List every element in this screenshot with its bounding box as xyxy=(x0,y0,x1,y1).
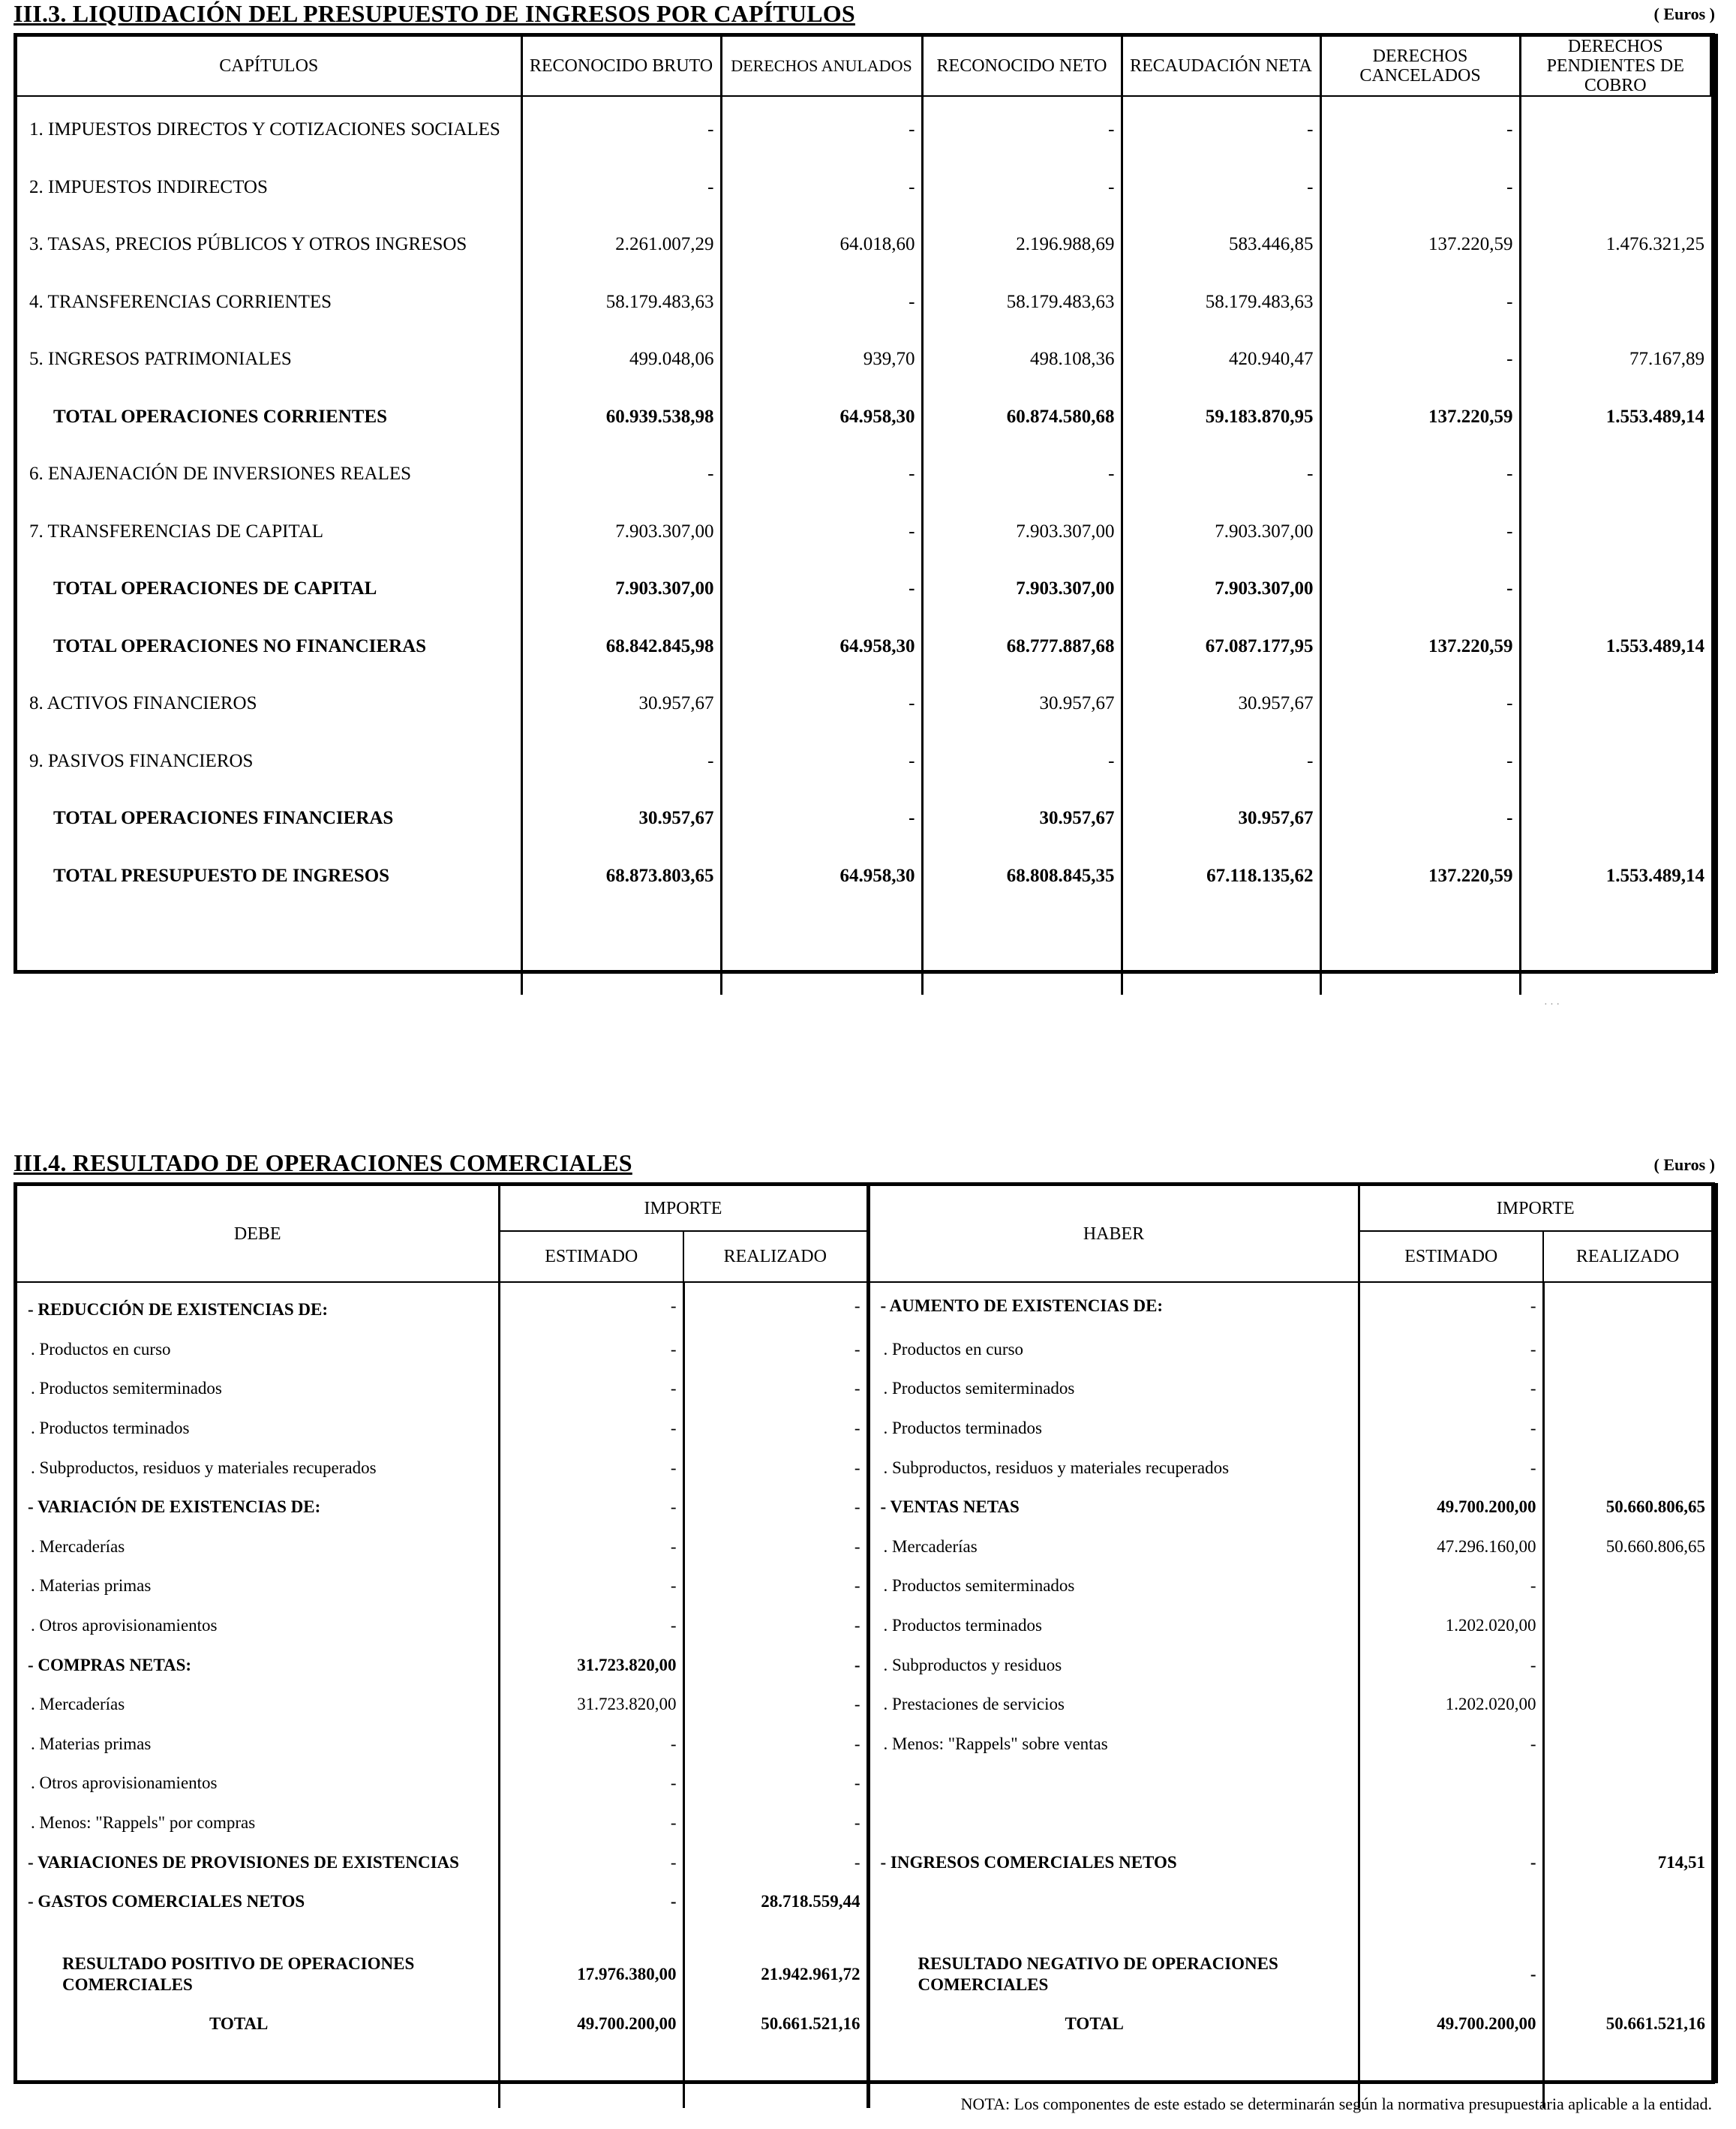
haber-realizado xyxy=(1543,1685,1711,1725)
importe-header: IMPORTE xyxy=(1359,1186,1711,1231)
row-label: 2. IMPUESTOS INDIRECTOS xyxy=(29,176,268,197)
cell-value: 58.179.483,63 xyxy=(521,274,721,332)
haber-label: . Productos terminados xyxy=(868,1409,1359,1449)
debe-label: . Menos: "Rappels" por compras xyxy=(31,1813,256,1833)
table-row xyxy=(17,1882,1711,1922)
cell-value: - xyxy=(1122,96,1320,159)
section2-unit: ( Euros ) xyxy=(1653,1155,1715,1174)
debe-label: . Materias primas xyxy=(31,1734,152,1753)
total-row xyxy=(17,2004,1711,2044)
estimado-header: ESTIMADO xyxy=(499,1231,683,1282)
cell-value: - xyxy=(1320,503,1520,561)
debe-realizado: 50.661.521,16 xyxy=(683,2004,868,2044)
haber-label: . Productos terminados xyxy=(868,1606,1359,1646)
debe-label: - REDUCCIÓN DE EXISTENCIAS DE: xyxy=(28,1300,329,1320)
table-row xyxy=(17,1527,1711,1567)
cell-value: 30.957,67 xyxy=(922,790,1122,848)
cell-value: 64.958,30 xyxy=(721,618,922,676)
row-label: 6. ENAJENACIÓN DE INVERSIONES REALES xyxy=(29,464,412,485)
haber-label: . Menos: "Rappels" sobre ventas xyxy=(868,1725,1359,1764)
cell-value: - xyxy=(1320,446,1520,503)
haber-realizado xyxy=(1543,1944,1711,2004)
cell-value: - xyxy=(521,446,721,503)
table-row xyxy=(17,331,1710,389)
row-label: 8. ACTIVOS FINANCIEROS xyxy=(29,693,257,714)
table-row xyxy=(17,216,1710,274)
cell-value: 7.903.307,00 xyxy=(1122,503,1320,561)
haber-realizado xyxy=(1543,1282,1711,1330)
table-row xyxy=(17,618,1710,676)
haber-label: . Subproductos, residuos y materiales recuperados xyxy=(868,1448,1359,1488)
realizado-header: REALIZADO xyxy=(1543,1231,1711,1282)
table-row xyxy=(17,560,1710,618)
debe-label: . Productos terminados xyxy=(31,1419,190,1438)
col-header: DERECHOS CANCELADOS xyxy=(1320,37,1520,96)
debe-realizado: - xyxy=(683,1764,868,1803)
table-header xyxy=(17,1186,1711,1231)
cell-value: 67.118.135,62 xyxy=(1122,848,1320,905)
cell-value: 64.958,30 xyxy=(721,389,922,446)
haber-estimado xyxy=(1359,1882,1543,1922)
haber-realizado xyxy=(1543,1330,1711,1370)
cell-value: 68.873.803,65 xyxy=(521,848,721,905)
realizado-header: REALIZADO xyxy=(683,1231,868,1282)
debe-realizado: - xyxy=(683,1842,868,1882)
table-row-empty xyxy=(17,905,1710,995)
table-row xyxy=(17,1330,1711,1370)
haber-estimado: 1.202.020,00 xyxy=(1359,1606,1543,1646)
debe-realizado: - xyxy=(683,1606,868,1646)
row-label: TOTAL OPERACIONES CORRIENTES xyxy=(53,406,388,427)
debe-realizado: - xyxy=(683,1488,868,1527)
table-row xyxy=(17,790,1710,848)
cell-value: - xyxy=(1320,96,1520,159)
cell-value: - xyxy=(721,675,922,733)
col-header: RECONOCIDO NETO xyxy=(922,37,1122,96)
debe-estimado: - xyxy=(499,1330,683,1370)
haber-estimado xyxy=(1359,1803,1543,1843)
importe-header: IMPORTE xyxy=(499,1186,868,1231)
row-label: 9. PASIVOS FINANCIEROS xyxy=(29,750,254,771)
cell-value: 498.108,36 xyxy=(922,331,1122,389)
debe-label: . Mercaderías xyxy=(31,1695,125,1714)
table-row xyxy=(17,1803,1711,1843)
cell-value: 939,70 xyxy=(721,331,922,389)
table-row xyxy=(17,675,1710,733)
cell-value xyxy=(1520,503,1710,561)
cell-value xyxy=(1520,733,1710,791)
haber-estimado: 49.700.200,00 xyxy=(1359,1488,1543,1527)
debe-estimado: 49.700.200,00 xyxy=(499,2004,683,2044)
cell-value: 60.939.538,98 xyxy=(521,389,721,446)
cell-value: - xyxy=(922,446,1122,503)
row-label: 4. TRANSFERENCIAS CORRIENTES xyxy=(29,291,332,312)
table-row xyxy=(17,1725,1711,1764)
table-row xyxy=(17,1645,1711,1685)
haber-realizado xyxy=(1543,1725,1711,1764)
col-header: RECAUDACIÓN NETA xyxy=(1122,37,1320,96)
debe-realizado: - xyxy=(683,1645,868,1685)
cell-value: 77.167,89 xyxy=(1520,331,1710,389)
haber-label: - INGRESOS COMERCIALES NETOS xyxy=(868,1842,1359,1882)
haber-realizado xyxy=(1543,1409,1711,1449)
haber-estimado: - xyxy=(1359,1842,1543,1882)
cell-value xyxy=(1520,560,1710,618)
cell-value: - xyxy=(1320,331,1520,389)
cell-value: - xyxy=(721,159,922,217)
debe-realizado: - xyxy=(683,1448,868,1488)
haber-label xyxy=(868,1882,1359,1922)
haber-realizado xyxy=(1543,1764,1711,1803)
cell-value: - xyxy=(721,560,922,618)
cell-value: 1.553.489,14 xyxy=(1520,618,1710,676)
table-row xyxy=(17,96,1710,159)
debe-label: . Productos semiterminados xyxy=(31,1379,222,1398)
table-row xyxy=(17,389,1710,446)
haber-label xyxy=(868,1764,1359,1803)
debe-realizado: - xyxy=(683,1409,868,1449)
haber-realizado: 714,51 xyxy=(1543,1842,1711,1882)
haber-label: . Productos en curso xyxy=(868,1330,1359,1370)
cell-value: 137.220,59 xyxy=(1320,389,1520,446)
debe-label: . Mercaderías xyxy=(31,1536,125,1556)
debe-estimado: - xyxy=(499,1282,683,1330)
row-label: TOTAL OPERACIONES DE CAPITAL xyxy=(53,578,377,599)
debe-estimado: 17.976.380,00 xyxy=(499,1944,683,2004)
haber-realizado: 50.660.806,65 xyxy=(1543,1488,1711,1527)
haber-realizado xyxy=(1543,1606,1711,1646)
cell-value: - xyxy=(721,790,922,848)
cell-value: 59.183.870,95 xyxy=(1122,389,1320,446)
haber-estimado: - xyxy=(1359,1566,1543,1606)
cell-value: 30.957,67 xyxy=(1122,675,1320,733)
cell-value: - xyxy=(922,733,1122,791)
cell-value: - xyxy=(922,159,1122,217)
cell-value: 7.903.307,00 xyxy=(922,503,1122,561)
cell-value: 7.903.307,00 xyxy=(521,503,721,561)
cell-value: 1.476.321,25 xyxy=(1520,216,1710,274)
section1-unit: ( Euros ) xyxy=(1653,5,1715,23)
haber-label: . Prestaciones de servicios xyxy=(868,1685,1359,1725)
haber-label: . Subproductos y residuos xyxy=(868,1645,1359,1685)
cell-value: 7.903.307,00 xyxy=(1122,560,1320,618)
table-row xyxy=(17,848,1710,905)
row-label: 7. TRANSFERENCIAS DE CAPITAL xyxy=(29,521,324,542)
debe-label: TOTAL xyxy=(209,2013,269,2033)
debe-estimado: - xyxy=(499,1842,683,1882)
debe-estimado: - xyxy=(499,1882,683,1922)
col-header: DERECHOS PENDIENTES DE COBRO xyxy=(1520,37,1710,96)
debe-label: - COMPRAS NETAS: xyxy=(28,1655,192,1674)
scan-speck: · · · xyxy=(1544,999,1560,1010)
table-row xyxy=(17,1409,1711,1449)
table-row xyxy=(17,733,1710,791)
row-label: TOTAL OPERACIONES NO FINANCIERAS xyxy=(53,635,427,656)
debe-estimado: - xyxy=(499,1448,683,1488)
haber-label: TOTAL xyxy=(868,2004,1359,2044)
debe-estimado: - xyxy=(499,1725,683,1764)
table-row xyxy=(17,1566,1711,1606)
cell-value: 137.220,59 xyxy=(1320,848,1520,905)
debe-realizado: - xyxy=(683,1725,868,1764)
debe-realizado: - xyxy=(683,1282,868,1330)
debe-realizado: - xyxy=(683,1527,868,1567)
debe-estimado: - xyxy=(499,1764,683,1803)
debe-estimado: 31.723.820,00 xyxy=(499,1685,683,1725)
table-row xyxy=(17,1764,1711,1803)
cell-value: 60.874.580,68 xyxy=(922,389,1122,446)
debe-estimado: - xyxy=(499,1606,683,1646)
debe-estimado: - xyxy=(499,1409,683,1449)
result-row xyxy=(17,1944,1711,2004)
haber-estimado: 47.296.160,00 xyxy=(1359,1527,1543,1567)
cell-value: 30.957,67 xyxy=(521,790,721,848)
cell-value: 58.179.483,63 xyxy=(1122,274,1320,332)
haber-estimado: - xyxy=(1359,1944,1543,2004)
haber-estimado: - xyxy=(1359,1645,1543,1685)
cell-value: - xyxy=(521,96,721,159)
table-row xyxy=(17,1282,1711,1330)
debe-estimado: - xyxy=(499,1488,683,1527)
cell-value: 68.808.845,35 xyxy=(922,848,1122,905)
cell-value: - xyxy=(721,503,922,561)
debe-realizado: - xyxy=(683,1685,868,1725)
cell-value: 30.957,67 xyxy=(922,675,1122,733)
debe-estimado: 31.723.820,00 xyxy=(499,1645,683,1685)
haber-estimado: - xyxy=(1359,1409,1543,1449)
debe-estimado: - xyxy=(499,1803,683,1843)
cell-value: 64.018,60 xyxy=(721,216,922,274)
cell-value: 137.220,59 xyxy=(1320,618,1520,676)
haber-realizado xyxy=(1543,1645,1711,1685)
debe-label: - VARIACIÓN DE EXISTENCIAS DE: xyxy=(28,1497,321,1517)
debe-estimado: - xyxy=(499,1527,683,1567)
section1-title: III.3. LIQUIDACIÓN DEL PRESUPUESTO DE INGRESOS POR CAPÍTULOS xyxy=(14,0,855,27)
cell-value: 68.842.845,98 xyxy=(521,618,721,676)
row-label: TOTAL OPERACIONES FINANCIERAS xyxy=(53,808,394,829)
haber-realizado xyxy=(1543,1803,1711,1843)
table-row xyxy=(17,1369,1711,1409)
cell-value: - xyxy=(1320,790,1520,848)
cell-value: - xyxy=(1320,274,1520,332)
cell-value: 420.940,47 xyxy=(1122,331,1320,389)
cell-value: 30.957,67 xyxy=(521,675,721,733)
cell-value: 68.777.887,68 xyxy=(922,618,1122,676)
table-row xyxy=(17,1606,1711,1646)
cell-value: - xyxy=(922,96,1122,159)
table-row-spacer xyxy=(17,1922,1711,1944)
cell-value: - xyxy=(521,159,721,217)
haber-realizado: 50.661.521,16 xyxy=(1543,2004,1711,2044)
cell-value: 2.196.988,69 xyxy=(922,216,1122,274)
table-row xyxy=(17,159,1710,217)
cell-value: 499.048,06 xyxy=(521,331,721,389)
debe-realizado: - xyxy=(683,1566,868,1606)
cell-value: - xyxy=(1320,159,1520,217)
cell-value: - xyxy=(721,96,922,159)
cell-value xyxy=(1520,274,1710,332)
row-label: 5. INGRESOS PATRIMONIALES xyxy=(29,349,292,370)
haber-estimado: 1.202.020,00 xyxy=(1359,1685,1543,1725)
cell-value xyxy=(1520,96,1710,159)
debe-label: . Otros aprovisionamientos xyxy=(31,1773,218,1793)
commercial-results-table xyxy=(14,1182,1715,2084)
debe-realizado: - xyxy=(683,1803,868,1843)
debe-estimado: - xyxy=(499,1369,683,1409)
haber-realizado xyxy=(1543,1566,1711,1606)
table-row xyxy=(17,1685,1711,1725)
haber-estimado xyxy=(1359,1764,1543,1803)
cell-value: - xyxy=(521,733,721,791)
haber-estimado: - xyxy=(1359,1330,1543,1370)
table-row xyxy=(17,1488,1711,1527)
haber-label: RESULTADO NEGATIVO DE OPERACIONES COMERCIALES xyxy=(868,1944,1359,2004)
cell-value: - xyxy=(1122,733,1320,791)
cell-value: 67.087.177,95 xyxy=(1122,618,1320,676)
table-row xyxy=(17,1842,1711,1882)
section2-title: III.4. RESULTADO DE OPERACIONES COMERCIALES xyxy=(14,1149,632,1176)
cell-value: - xyxy=(1122,159,1320,217)
cell-value: - xyxy=(1320,733,1520,791)
cell-value: - xyxy=(721,274,922,332)
cell-value xyxy=(1520,790,1710,848)
cell-value xyxy=(1520,675,1710,733)
haber-label: - AUMENTO DE EXISTENCIAS DE: xyxy=(868,1282,1359,1330)
cell-value: 58.179.483,63 xyxy=(922,274,1122,332)
debe-label: - GASTOS COMERCIALES NETOS xyxy=(28,1892,305,1911)
haber-label: . Productos semiterminados xyxy=(868,1369,1359,1409)
haber-label: . Productos semiterminados xyxy=(868,1566,1359,1606)
cell-value: - xyxy=(1320,560,1520,618)
debe-realizado: - xyxy=(683,1369,868,1409)
cell-value: - xyxy=(721,446,922,503)
haber-estimado: - xyxy=(1359,1369,1543,1409)
table-row xyxy=(17,446,1710,503)
haber-realizado xyxy=(1543,1369,1711,1409)
debe-realizado: - xyxy=(683,1330,868,1370)
haber-estimado: 49.700.200,00 xyxy=(1359,2004,1543,2044)
col-header: DERECHOS ANULADOS xyxy=(721,37,922,96)
haber-estimado: - xyxy=(1359,1448,1543,1488)
debe-realizado: 28.718.559,44 xyxy=(683,1882,868,1922)
cell-value: 30.957,67 xyxy=(1122,790,1320,848)
table-row xyxy=(17,274,1710,332)
col-header: CAPÍTULOS xyxy=(17,37,521,96)
table-row xyxy=(17,1448,1711,1488)
row-label: TOTAL PRESUPUESTO DE INGRESOS xyxy=(53,865,390,886)
cell-value xyxy=(1520,159,1710,217)
debe-realizado: 21.942.961,72 xyxy=(683,1944,868,2004)
haber-header: HABER xyxy=(868,1186,1359,1282)
row-label: 3. TASAS, PRECIOS PÚBLICOS Y OTROS INGRESOS xyxy=(29,234,467,255)
table-row xyxy=(17,503,1710,561)
cell-value: - xyxy=(721,733,922,791)
debe-estimado: - xyxy=(499,1566,683,1606)
col-header: RECONOCIDO BRUTO xyxy=(521,37,721,96)
debe-label: . Productos en curso xyxy=(31,1339,171,1359)
haber-realizado xyxy=(1543,1882,1711,1922)
cell-value: 583.446,85 xyxy=(1122,216,1320,274)
debe-header: DEBE xyxy=(17,1186,499,1282)
haber-label: - VENTAS NETAS xyxy=(868,1488,1359,1527)
cell-value: 7.903.307,00 xyxy=(521,560,721,618)
table-header xyxy=(17,37,1710,96)
cell-value: 2.261.007,29 xyxy=(521,216,721,274)
estimado-header: ESTIMADO xyxy=(1359,1231,1543,1282)
debe-label: . Materias primas xyxy=(31,1576,152,1596)
cell-value: 7.903.307,00 xyxy=(922,560,1122,618)
haber-label: . Mercaderías xyxy=(868,1527,1359,1567)
debe-label: . Subproductos, residuos y materiales recuperados xyxy=(31,1458,377,1477)
haber-estimado: - xyxy=(1359,1282,1543,1330)
debe-label: RESULTADO POSITIVO DE OPERACIONES COMERCIALES xyxy=(62,1953,415,1994)
haber-realizado xyxy=(1543,1448,1711,1488)
debe-label: . Otros aprovisionamientos xyxy=(31,1616,218,1635)
row-label: 1. IMPUESTOS DIRECTOS Y COTIZACIONES SOCIALES xyxy=(29,119,500,140)
haber-estimado: - xyxy=(1359,1725,1543,1764)
cell-value: 64.958,30 xyxy=(721,848,922,905)
income-budget-table xyxy=(14,33,1715,974)
cell-value: - xyxy=(1122,446,1320,503)
cell-value: - xyxy=(1320,675,1520,733)
cell-value: 1.553.489,14 xyxy=(1520,848,1710,905)
debe-label: - VARIACIONES DE PROVISIONES DE EXISTENCIAS xyxy=(28,1852,459,1872)
haber-label xyxy=(868,1803,1359,1843)
cell-value: 1.553.489,14 xyxy=(1520,389,1710,446)
cell-value xyxy=(1520,446,1710,503)
haber-realizado: 50.660.806,65 xyxy=(1543,1527,1711,1567)
cell-value: 137.220,59 xyxy=(1320,216,1520,274)
footnote: NOTA: Los componentes de este estado se determinarán según la normativa presupuestaria aplicable a la entidad. xyxy=(960,2094,1712,2113)
